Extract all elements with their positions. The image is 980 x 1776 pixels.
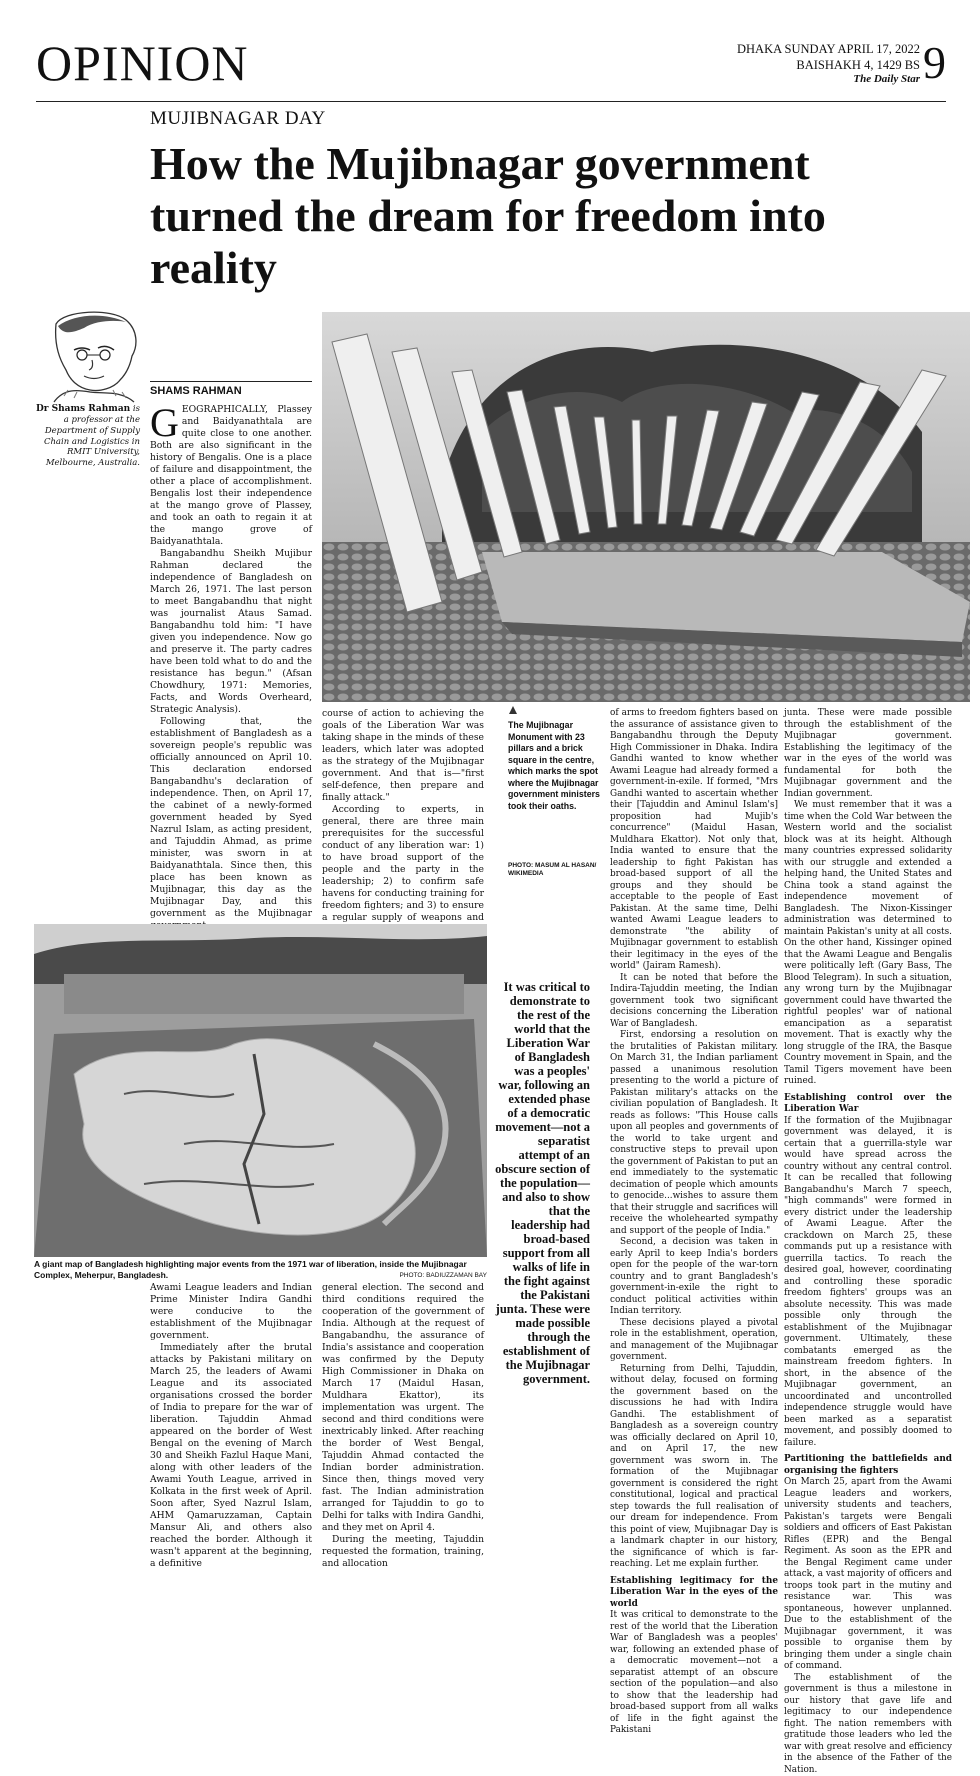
masthead: The Daily Star [737,73,920,87]
paragraph: Following that, the establishment of Bangladesh as a sovereign people's republic was officially announced on April 10. This declaration endorsed Bangabandhu's declaration of independence. Then, on April 17, the cabinet of a newly-formed government headed by Syed Nazrul Islam, as acting president, and Tajuddin Ahmad, as prime minister, was sworn in at Baidyanathtala. Since then, this place has been known as Mujibnagar, this day as the Mujibnagar Day, and this government as the Mujibnagar [150,716,312,932]
paragraph: The establishment of the government is thus a milestone in our history that gave life and legitimacy to our independence fight. The nation remembers with gratitude those leaders who led the war with great resolve and efficiency in the absence of the Father of the Nation. [784,1673,952,1776]
paragraph: junta. These were made possible through the establishment of the Mujibnagar government. Establishing the legitimacy of the war in the eyes of the world was fundamental for both the Mujibnagar government and the Indian government. [784,708,952,800]
paragraph: According to experts, in general, there are three main prerequisites for the successful conduct of any liberation war: 1) to have broad support of the people and the party in the leadership; 2) to confirm safe havens for conducting training for freedom fighters; and 3) to ensure a regular supply of weapons and [322,804,484,936]
bengali-date-line: BAISHAKH 4, 1429 BS [737,58,920,74]
author-bio [34,404,140,468]
author-sketch-image [34,306,152,404]
author-name: Dr Shams Rahman [36,404,130,414]
kicker: MUJIBNAGAR DAY [150,108,326,130]
map-photo [34,924,487,1257]
paragraph: Awami League leaders and Indian Prime Minister Indira Gandhi were conducive to the establishment of the Mujibnagar government. [150,1282,312,1342]
paragraph: of arms to freedom fighters based on the assurance of assistance given to Bangabandhu through the Deputy High Commissioner in Dhaka. Indira Gandhi wanted to know whether Awami League had already formed a government-in-exile. If formed, "Mrs Gandhi wanted to ascertain whether their [Tajuddin and Aminul Islam's] proposition had Mujib's concurrence" (Maidul Hasan, Muldhara Ekattor). Not only that, India wanted to ensure that the leadership to fight Pakistan has broad-based support of all the groups and they should be acceptable to the people of East Pakistan. At the same time, Delhi wanted Awami League leaders to demonstrate "the ability of Mujibnagar government to establish their legitimacy in the eyes of the world" (Jairam Ramesh). [610,708,778,973]
paragraph: We must remember that it was a time when the Cold War between the Western world and the socialist block was at its height. Although many countries expressed solidarity with our struggle and extended a helping hand, the United States and China took a stand against the independence movement of Bangladesh. The Nixon-Kissinger administration was determined to maintain Pakistan's unity at all costs. On the other hand, Kissinger opined that the Awami League and Bengalis were politically left (Gary Bass, The Blood Telegram). In such a situation, any wrong turn by the Mujibnagar government could have thwarted the rightful peoples' war of national emancipation as a separatist movement. That is exactly why the long struggle of the IRA, the Basque Country movement in Spain, and the Tamil Tigers movement have been ruined. [784,800,952,1088]
body-column-4 [784,708,952,1776]
pull-quote: It was critical to demonstrate to the rest of the world that the Liberation War of Bangladesh was a peoples' war, following an extended phase of a democratic movement—not a separatist attempt of an obscure section of the population—and also to show that the leadership had broad-based support from all walks of life in the fight against the Pakistani junta. These were made possible through the establishment of the Mujibnagar government. [495,980,590,1386]
subhead: Establishing control over the Liberation War [784,1093,952,1116]
byline: SHAMS RAHMAN [150,381,312,397]
page-number: 9 [923,40,946,86]
body-column-1-bottom [150,1282,312,1570]
paragraph: First, endorsing a resolution on the brutalities of Pakistan military. On March 31, the Indian parliament passed a unanimous resolution presenting to the world a picture of Pakistan military's attacks on the civilian population of Bangladesh. It reads as follows: "This House calls upon all peoples and governments of the world to take urgent and constructive steps to prevail upon the government of Pakistan to put an end immediately to the systematic decimation of people which amounts to genocide...wishes to assure them that their struggle and sacrifices will receive the wholehearted sympathy and support of the people of India." [610,1030,778,1237]
section-title: OPINION [36,38,249,88]
photo-caption: The Mujibnagar Monument with 23 pillars and a brick square in the centre, which marks the spot where the Mujibnagar government ministers took their oaths. [508,720,603,812]
body-column-3 [610,708,778,1737]
paragraph: On March 25, apart from the Awami League leaders and workers, university students and teachers, Pakistan's targets were Bengali soldiers and officers of East Pakistan Rifles (EPR) and the Bengal Regiment. As soon as the EPR and the Bengal Regiment came under attack, a vast majority of officers and troops took part in the mutiny and resistance war. This was spontaneous, however unplanned. Due to the establishment of the Mujibnagar government, it was possible to organise them by bringing them under a single chain of command. [784,1477,952,1673]
paragraph: It can be noted that before the Indira-Tajuddin meeting, the Indian government took two significant decisions concerning the Liberation War of Bangladesh. [610,973,778,1031]
date-line: DHAKA SUNDAY APRIL 17, 2022 [737,42,920,58]
body-column-2-bottom [322,1282,484,1570]
date-block [737,42,920,87]
paragraph: These decisions played a pivotal role in the establishment, operation, and management of the Mujibnagar government. [610,1318,778,1364]
header-rule [36,101,946,102]
photo-credit: PHOTO: BADIUZZAMAN BAY [399,1270,487,1281]
paragraph: It was critical to demonstrate to the rest of the world that the Liberation War of Bangladesh was a peoples' war, following an extended phase of a democratic movement—not a separatist attempt of an obscure section of the population—and also to show that the leadership had broad-based support from all walks of life in the fight against the Pakistani [610,1610,778,1737]
monument-photo [322,312,970,702]
paragraph: general election. The second and third conditions required the cooperation of the government of India. Although at the request of Bangabandhu, the assurance of India's assistance and cooperation was confirmed by the Deputy High Commissioner in Dhaka on March 17 (Maidul Hasan, Muldhara Ekattor), its implementation was urgent. The second and third conditions were inextricably linked. After reaching the border of West Bengal, Tajuddin Ahmad contacted the Indian border administration. Since then, things moved very fast. The Indian administration arranged for Tajuddin to go to Delhi for talks with Indira Gandhi, and they met on April 4. [322,1282,484,1534]
paragraph: course of action to achieving the goals of the Liberation War was taking shape in the minds of these leaders, which later was adopted as the strategy of the Mujibnagar government. And that is—"first self-defence, then prepare and finally attack." [322,708,484,804]
paragraph: Second, a decision was taken in early April to keep India's borders open for the people of the war-torn country and to grant Bangladesh's government-in-exile the right to conduct political activities within Indian territory. [610,1237,778,1318]
triangle-up-icon [508,705,518,715]
photo-caption: A giant map of Bangladesh highlighting major events from the 1971 war of liberation, inside the Mujibnagar Complex, Meherpur, Bangladesh. [34,1259,467,1280]
paragraph: Returning from Delhi, Tajuddin, without delay, focused on forming the government based on the discussions he had with Indira Gandhi. The establishment of Bangladesh as a sovereign country was officially declared on April 10, and on April 17, the new government was sworn in. The formation of the Mujibnagar government is considered the right constitutional, logical and practical step towards the full realisation of our dream for independence. From this point of view, Mujibnagar Day is a landmark chapter in our history, the significance of which is far-reaching. Let me explain further. [610,1364,778,1571]
headline: How the Mujibnagar government turned the dream for freedom into reality [150,138,950,294]
paragraph: During the meeting, Tajuddin requested the formation, training, and allocation [322,1534,484,1570]
drop-cap: G [150,406,182,440]
subhead: Establishing legitimacy for the Liberation War in the eyes of the world [610,1576,778,1611]
paragraph: EOGRAPHICALLY, Plassey and Baidyanathtala are quite close to one another. Both are also significant in the history of Bengalis. One is a place of failure and disappointment, the other a place of accomplishment. Bengalis lost their independence at the mango grove of Plassey, and took an oath to regain it at the mango grove of Baidyanathtala. [150,404,312,547]
photo-credit: PHOTO: MASUM AL HASAN/ WIKIMEDIA [508,862,603,878]
subhead: Partitioning the battlefields and organising the fighters [784,1454,952,1477]
paragraph: Bangabandhu Sheikh Mujibur Rahman declared the independence of Bangladesh on March 26, 1971. The last person to meet Bangabandhu that night was journalist Ataus Samad. Bangabandhu told him: "I have given you independence. Now go and preserve it. The party cadres have been told what to do and the resistance has begun." (Afsan Chowdhury, 1971: Memories, Facts, and Words Overheard, Strategic Analysis). [150,548,312,716]
paragraph: If the formation of the Mujibnagar government was delayed, it is certain that a guerrilla-style war would have spread across the country without any central control. It can be recalled that following Bangabandhu's March 7 speech, "high commands" were formed in every district under the leadership of Awami League. After the crackdown on March 25, these commands put up a resistance with guerrilla tactics. To reach the desired goal, however, coordinating and controlling these sporadic freedom fighters' groups was an absolute necessity. This was made possible only through the establishment of the Mujibnagar government. Ultimately, these combatants emerged as the mainstream freedom fighters. In short, in the absence of the Mujibnagar government, an uncoordinated and uncontrolled independence struggle would have been marked as a separatist movement, and possibly doomed to failure. [784,1116,952,1450]
photo-caption-map [34,1259,487,1281]
paragraph: Immediately after the brutal attacks by Pakistani military on March 25, the leaders of Awami League and its associated organisations crossed the border of India to prepare for the war of liberation. Tajuddin Ahmad appeared on the border of West Bengal on the evening of March 30 and Sheikh Fazlul Haque Mani, along with other leaders of the Awami Youth League, arrived in Kolkata in the first week of April. Soon after, Syed Nazrul Islam, AHM Qamaruzzaman, Captain Mansur Ali, and others also reached the border. Although it wasn't apparent at the beginning, a definitive [150,1342,312,1570]
author-description: is a professor at the Department of Supply Chain and Logistics in RMIT University, Melbourne, Australia. [44,404,140,468]
